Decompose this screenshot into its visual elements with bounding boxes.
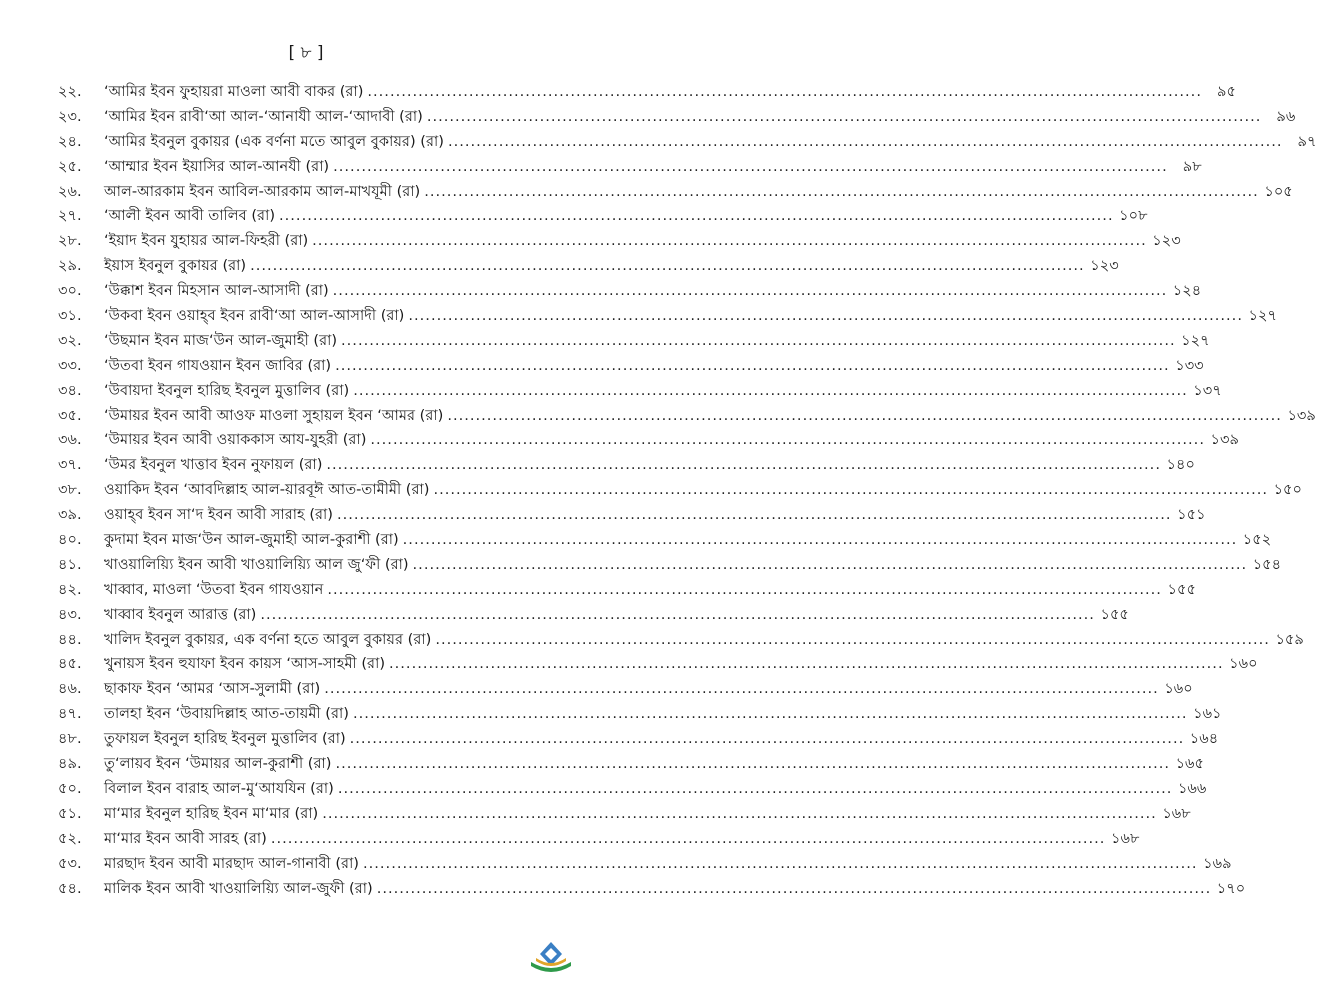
table-of-contents [58,80,1317,901]
entry-page-number: ১৩৭ [1193,381,1222,399]
toc-entry [58,379,1222,404]
toc-entry [58,628,1304,653]
entry-leader-dots [447,404,1282,429]
entry-page-number: ১৫৫ [1167,580,1196,598]
entry-leader-dots [403,528,1238,553]
entry-leader-dots [370,428,1205,453]
entry-title: ‘উকবা ইবন ওয়াহ্‌ব ইবন রাবী‘আ আল-আসাদী (রা) [104,307,405,325]
entry-number: ৩০. [58,282,82,300]
entry-number: ২৯. [58,257,82,275]
toc-entry [58,105,1296,130]
entry-page-number: ১৬৮ [1162,804,1191,822]
entry-leader-dots [433,478,1268,503]
toc-entry [58,553,1282,578]
entry-number: ৪৪. [58,630,82,648]
entry-title: খুনায়স ইবন হুযাফা ইবন কায়স ‘আস-সাহমী (রা) [104,655,386,673]
toc-entry [58,503,1206,528]
toc-entry [58,329,1210,354]
entry-number: ৫২. [58,829,82,847]
entry-title: ‘উতবা ইবন গাযওয়ান ইবন জাবির (রা) [104,356,332,374]
entry-page-number: ১৬৮ [1110,829,1140,847]
entry-title: ‘আমির ইবনুল বুকায়র (এক বর্ণনা মতে আবুল বুকায়র) (রা) [104,132,444,150]
entry-page-number: ১০৫ [1264,182,1293,200]
entry-page-number: ১৫৫ [1100,605,1129,623]
entry-leader-dots [335,354,1170,379]
entry-page-number: ১৬৪ [1189,730,1219,748]
entry-page-number: ১৬০ [1164,680,1193,698]
entry-leader-dots [279,204,1114,229]
entry-leader-dots [335,752,1170,777]
entry-number: ২৮. [58,232,82,250]
entry-title: মা‘মার ইবনুল হারিছ ইবন মা‘মার (রা) [104,804,319,822]
entry-number: ২৭. [58,207,82,225]
entry-leader-dots [427,105,1262,130]
entry-title: ‘উমায়র ইবন আবী আওফ মাওলা সুহায়ল ইবন ‘আমর (রা) [104,406,444,424]
entry-title: মা‘মার ইবন আবী সারহ (রা) [104,829,267,847]
entry-page-number: ১৬৬ [1177,779,1207,797]
entry-leader-dots [389,652,1224,677]
entry-page-number: ১২৩ [1090,257,1119,275]
toc-entry [58,702,1222,727]
entry-page-number: ১৩৯ [1210,431,1239,449]
entry-title: ‘উছমান ইবন মাজ‘উন আল-জুমাহী (রা) [104,331,338,349]
toc-entry [58,827,1140,852]
entry-title: আল-আরকাম ইবন আবিল-আরকাম আল-মাখযূমী (রা) [104,182,421,200]
entry-number: ৪৭. [58,705,82,723]
entry-number: ৪৯. [58,755,82,773]
entry-leader-dots [363,852,1198,877]
entry-leader-dots [271,827,1106,852]
entry-page-number: ১৪০ [1166,456,1195,474]
toc-entry [58,727,1219,752]
entry-page-number: ১৬৯ [1203,854,1232,872]
toc-entry [58,528,1272,553]
entry-title: খাওয়ালিয়্যি ইবন আবী খাওয়ালিয়্যি আল জু‘ফী (রা) [104,555,409,573]
publisher-logo-icon [528,938,574,978]
entry-title: খালিদ ইবনুল বুকায়র, এক বর্ণনা হতে আবুল বুকায়র (রা) [104,630,432,648]
entry-title: ওয়াহ্‌ব ইবন সা‘দ ইবন আবী সারাহ (রা) [104,506,333,524]
entry-page-number: ১৫৪ [1252,555,1282,573]
entry-page-number: ১৫০ [1273,481,1303,499]
entry-page-number: ১৬০ [1229,655,1258,673]
entry-leader-dots [341,329,1176,354]
entry-title: তালহা ইবন ‘উবায়দিল্লাহ আত-তায়মী (রা) [104,705,349,723]
entry-number: ৪০. [58,531,82,549]
entry-title: ‘উক্কাশ ইবন মিহসান আল-আসাদী (রা) [104,282,329,300]
toc-entry [58,180,1293,205]
entry-title: কুদামা ইবন মাজ‘উন আল-জুমাহী আল-কুরাশী (রা) [104,531,399,549]
entry-title: ‘আমির ইবন ফুহায়রা মাওলা আবী বাকর (রা) [104,83,364,100]
entry-page-number: ১৩৯ [1287,406,1316,424]
entry-page-number: ১৫৯ [1275,630,1304,648]
entry-number: ৩১. [58,307,82,325]
entry-title: তুফায়ল ইবনুল হারিছ ইবনুল মুত্তালিব (রা) [104,730,346,748]
entry-page-number: ৯৬ [1276,107,1296,125]
toc-entry [58,428,1239,453]
entry-title: ‘উমায়র ইবন আবী ওয়াককাস আয-যুহরী (রা) [104,431,367,449]
entry-leader-dots [260,603,1095,628]
entry-leader-dots [353,379,1188,404]
entry-leader-dots [322,802,1157,827]
entry-number: ৩৫. [58,406,82,424]
entry-number: ৩৬. [58,431,82,449]
entry-page-number: ১৭০ [1216,879,1246,897]
entry-number: ২৬. [58,182,82,200]
entry-number: ৫১. [58,804,82,822]
entry-page-number: ১৫১ [1177,506,1206,524]
entry-leader-dots [413,553,1248,578]
entry-page-number: ১৩৩ [1175,356,1204,374]
entry-number: ৪১. [58,555,82,573]
entry-number: ৪২. [58,580,82,598]
toc-entry [58,404,1316,429]
entry-leader-dots [333,279,1168,304]
entry-number: ২৪. [58,132,82,150]
entry-leader-dots [333,155,1168,180]
toc-entry [58,752,1205,777]
entry-leader-dots [324,677,1159,702]
entry-leader-dots [424,180,1259,205]
entry-number: ৪৮. [58,730,82,748]
entry-title: ছাকাফ ইবন ‘আমর ‘আস-সুলামী (রা) [104,680,321,698]
entry-leader-dots [312,229,1147,254]
entry-title: ‘আলী ইবন আবী তালিব (রা) [104,207,276,225]
entry-title: খাব্বাব ইবনুল আরাত্ত (রা) [104,605,257,623]
toc-entry [58,652,1258,677]
entry-number: ৩৪. [58,381,82,399]
entry-leader-dots [353,702,1188,727]
toc-entry [58,578,1196,603]
toc-entry [58,80,1236,105]
entry-number: ৪৩. [58,605,82,623]
entry-leader-dots [408,304,1243,329]
entry-title: মারছাদ ইবন আবী মারছাদ আল-গানাবী (রা) [104,854,359,872]
entry-number: ৫৪. [58,879,82,897]
entry-leader-dots [377,877,1212,902]
entry-title: বিলাল ইবন বারাহ আল-মু‘আযযিন (রা) [104,779,334,797]
entry-number: ৩৩. [58,356,82,374]
entry-title: ‘ইয়াদ ইবন যুহায়র আল-ফিহরী (রা) [104,232,309,250]
entry-title: ‘আমির ইবন রাবী‘আ আল-‘আনাযী আল-‘আদাবী (রা) [104,107,423,125]
toc-entry [58,877,1246,902]
toc-entry [58,130,1317,155]
page-number: [ ৮ ] [288,43,324,63]
entry-title: ওয়াকিদ ইবন ‘আবদিল্লাহ আল-য়ারবূঈ আত-তামীমী (রা) [104,481,430,499]
entry-number: ২২. [58,83,82,100]
entry-number: ৩৯. [58,506,82,524]
entry-number: ৩৮. [58,481,82,499]
toc-entry [58,453,1195,478]
entry-number: ৫০. [58,779,82,797]
toc-entry [58,802,1191,827]
entry-title: ইয়াস ইবনুল বুকায়র (রা) [104,257,247,275]
toc-entry [58,204,1148,229]
entry-leader-dots [350,727,1185,752]
entry-title: তু‘লায়ব ইবন ‘উমায়র আল-কুরাশী (রা) [104,755,332,773]
toc-entry [58,229,1181,254]
entry-leader-dots [326,453,1161,478]
entry-page-number: ১২৩ [1152,232,1181,250]
entry-number: ৪৫. [58,655,82,673]
entry-leader-dots [338,777,1173,802]
entry-number: ৫৩. [58,854,82,872]
entry-number: ৩২. [58,331,82,349]
toc-entry [58,155,1202,180]
toc-entry [58,603,1129,628]
entry-leader-dots [250,254,1085,279]
toc-entry [58,677,1193,702]
entry-title: মালিক ইবন আবী খাওয়ালিয়্যি আল-জুফী (রা) [104,879,373,897]
entry-page-number: ৯৫ [1217,83,1236,100]
entry-page-number: ১২৭ [1181,331,1210,349]
entry-page-number: ১২৭ [1248,307,1277,325]
entry-title: ‘উবায়দা ইবনুল হারিছ ইবনুল মুত্তালিব (রা) [104,381,350,399]
entry-page-number: ১৬৫ [1175,755,1205,773]
entry-page-number: ১৬১ [1193,705,1222,723]
entry-leader-dots [337,503,1172,528]
entry-number: ২৫. [58,157,82,175]
entry-number: ৩৭. [58,456,82,474]
entry-page-number: ৯৮ [1182,157,1202,175]
entry-page-number: ১২৪ [1172,282,1202,300]
toc-entry [58,304,1277,329]
entry-leader-dots [367,80,1202,105]
entry-leader-dots [327,578,1162,603]
entry-title: ‘আম্মার ইবন ইয়াসির আল-আনযী (রা) [104,157,330,175]
toc-entry [58,777,1207,802]
entry-page-number: ১৫২ [1242,531,1272,549]
toc-entry [58,852,1232,877]
entry-page-number: ১০৮ [1119,207,1148,225]
toc-entry [58,279,1202,304]
entry-title: ‘উমর ইবনুল খাত্তাব ইবন নুফায়ল (রা) [104,456,323,474]
entry-leader-dots [448,130,1283,155]
toc-entry [58,478,1303,503]
entry-number: ২৩. [58,107,82,125]
entry-leader-dots [435,628,1270,653]
entry-number: ৪৬. [58,680,82,698]
toc-entry [58,354,1204,379]
entry-title: খাব্বাব, মাওলা ‘উতবা ইবন গাযওয়ান [104,580,324,598]
entry-page-number: ৯৭ [1297,132,1317,150]
toc-entry [58,254,1119,279]
